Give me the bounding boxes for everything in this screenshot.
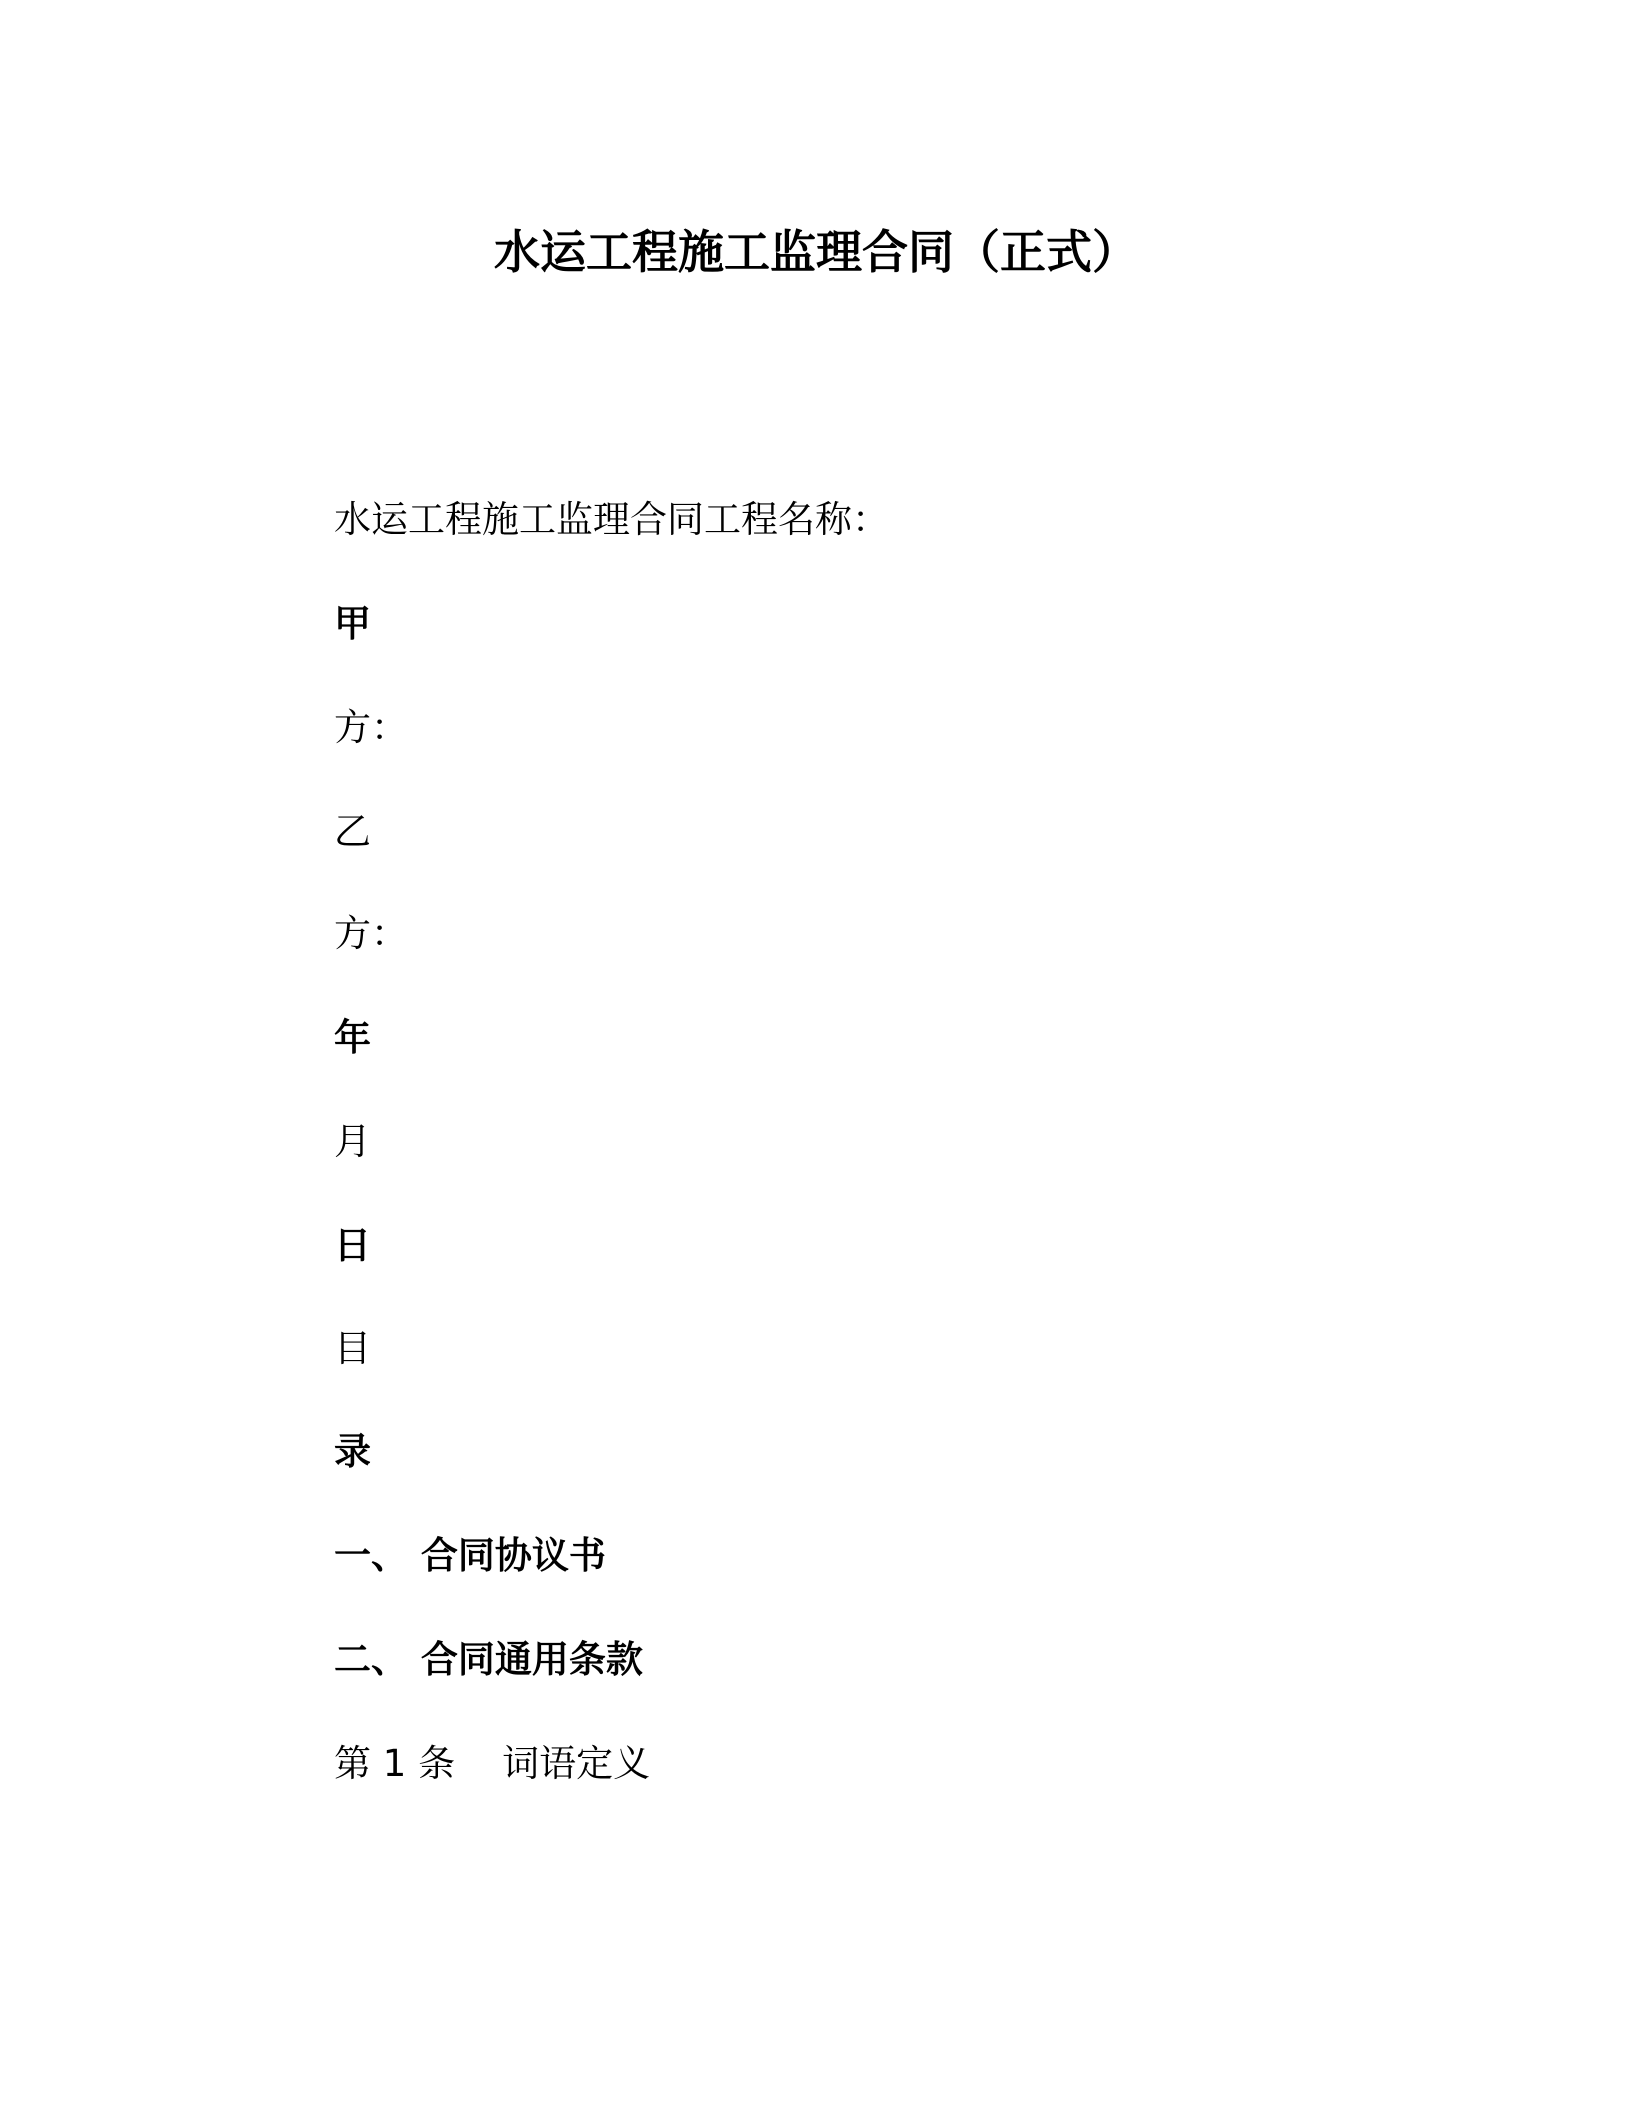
party-b-label-line1: 乙 <box>334 810 371 853</box>
toc-heading-line1: 目 <box>334 1327 371 1370</box>
date-day-label: 日 <box>334 1224 371 1267</box>
toc-heading-line2: 录 <box>334 1430 371 1473</box>
toc-item: 二、 合同通用条款 <box>334 1638 643 1681</box>
party-a-label-line1: 甲 <box>334 602 371 645</box>
party-a-label-line2: 方： <box>334 706 408 749</box>
project-name-label: 水运工程施工监理合同工程名称： <box>334 498 889 541</box>
toc-item: 第 1 条 词语定义 <box>334 1742 651 1785</box>
toc-item: 一、 合同协议书 <box>334 1534 606 1577</box>
party-b-label-line2: 方： <box>334 912 408 955</box>
date-year-label: 年 <box>334 1016 371 1059</box>
document-title: 水运工程施工监理合同（正式） <box>494 225 1138 279</box>
date-month-label: 月 <box>334 1120 371 1163</box>
